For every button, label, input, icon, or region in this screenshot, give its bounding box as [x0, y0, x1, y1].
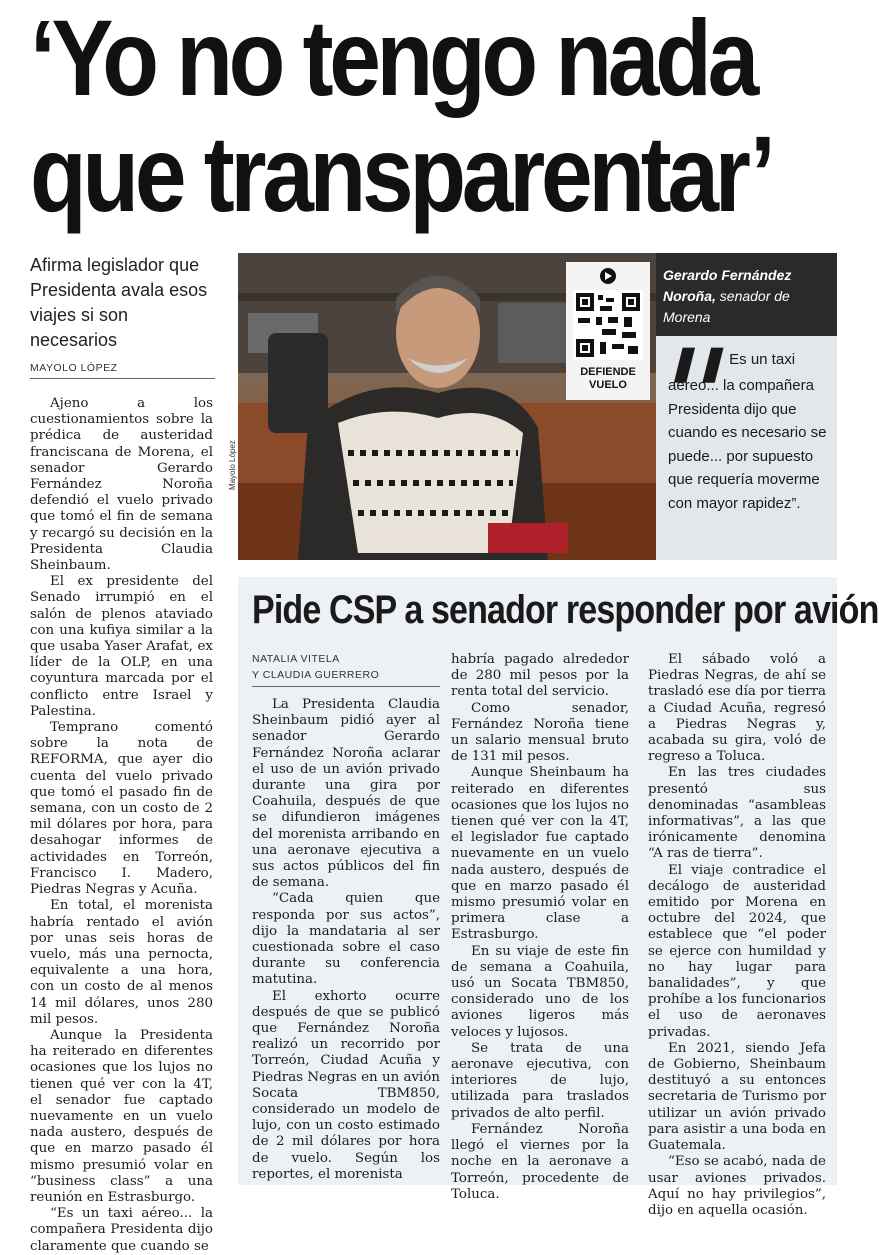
sidebar-paragraph: Como senador, Fernández Noroña tiene un salario mensual bruto de 131 mil pesos. [451, 700, 629, 765]
caption-role: senador de Morena [663, 288, 790, 325]
sidebar-paragraph: En las tres ciudades presentó sus denominadas “asambleas informativas”, a las que irónicamente denomina “A ras de tierra”. [648, 765, 826, 862]
caption-name: Gerardo Fernández Noroña, [663, 267, 792, 304]
headline [30, 0, 772, 234]
left-paragraph: “Es un taxi aéreo... la compañera Presidenta dijo claramente que cuando se [30, 1206, 213, 1254]
sidebar-column-1 [252, 697, 440, 1182]
byline-rule [30, 378, 215, 379]
deck: Afirma legislador que Presidenta avala esos viajes si son necesarios [30, 255, 208, 350]
left-column [30, 396, 213, 1254]
headline-line-1: ‘Yo no tengo nada [30, 0, 755, 118]
sidebar-column-3 [648, 652, 826, 1218]
sidebar-paragraph: En 2021, siendo Jefa de Gobierno, Sheinbaum destituyó a su entonces secretaria de Turismo por utilizar un avión privado para asistir a una boda en Guatemala. [648, 1040, 826, 1154]
byline-main: MAYOLO LÓPEZ [30, 362, 118, 374]
pull-quote [668, 345, 834, 515]
left-paragraph: Ajeno a los cuestionamientos sobre la prédica de austeridad franciscana de Morena, el senador Gerardo Fernández Noroña defendió el vuelo privado que tomó el fin de semana y recargó su decisión en la Presidenta Claudia Sheinbaum. [30, 396, 213, 574]
sidebar-paragraph: habría pagado alrededor de 280 mil pesos por la renta total del servicio. [451, 652, 629, 700]
sidebar-byline-1: NATALIA VITELA [252, 653, 340, 665]
senator-photo [238, 253, 656, 560]
sidebar-paragraph: Aunque Sheinbaum ha reiterado en diferentes ocasiones que los lujos no tienen qué ver con la 4T, el legislador fue captado nuevamente en un vuelo nada austero, después de que en marzo pasado él mismo presumió volar en primera clase a Estrasburgo. [451, 765, 629, 943]
caption-box [656, 253, 837, 336]
sidebar-paragraph: “Cada quien que responda por sus actos”, dijo la mandataria al ser cuestionada sobre el caso durante su conferencia matutina. [252, 891, 440, 988]
sidebar-byline-rule [252, 686, 440, 687]
quote-text: Es un taxi aéreo... la compañera Presidenta dijo que cuando es necesario se puede... por supuesto que requería moverme con mayor rapidez”. [668, 351, 827, 512]
photo-credit: Mayolo López [228, 440, 237, 490]
sidebar-paragraph: Se trata de una aeronave ejecutiva, con interiores de lujo, utilizada para traslados privados de alto perfil. [451, 1040, 629, 1121]
sidebar-paragraph: El viaje contradice el decálogo de austeridad emitido por Morena en octubre del 2024, que establece que “el poder se ejerce con humildad y no hay lugar para banalidades”, y que prohíbe a los funcionarios el uso de aeronaves privadas. [648, 862, 826, 1040]
sidebar-paragraph: Fernández Noroña llegó el viernes por la noche en la aeronave a Torreón, procedente de Toluca. [451, 1121, 629, 1202]
photo-caption [663, 265, 833, 328]
left-paragraph: Aunque la Presidenta ha reiterado en diferentes ocasiones que los lujos no tienen qué ver con la 4T, el senador fue captado nuevamente en un vuelo nada austero, después de que en marzo pasado él mismo presumió volar en “business class” a una reunión en Estrasburgo. [30, 1027, 213, 1205]
sidebar-paragraph: El sábado voló a Piedras Negras, de ahí se trasladó ese día por tierra a Ciudad Acuña, regresó a Piedras Negras y, acabada su gira, voló de regreso a Toluca. [648, 652, 826, 765]
qr-box[interactable] [566, 262, 650, 400]
sidebar-paragraph: El exhorto ocurre después de que se publicó que Fernández Noroña realizó un recorrido por Torreón, Ciudad Acuña y Piedras Negras en un avión Socata TBM850, considerado un modelo de lujo, con un costo estimado de 2 mil dólares por hora de vuelo. Según los reportes, el morenista [252, 988, 440, 1182]
headline-line-2: que transparentar’ [30, 113, 772, 234]
sidebar-byline-2: Y CLAUDIA GUERRERO [252, 669, 380, 681]
sidebar-paragraph: “Eso se acabó, nada de usar aviones privados. Aquí no hay privilegios”, dijo en aquella ocasión. [648, 1154, 826, 1218]
left-paragraph: En total, el morenista habría rentado el avión por unas seis horas de vuelo, más una pernocta, equivalente a una hora, con un costo de al menos 14 mil dólares, unos 280 mil pesos. [30, 898, 213, 1027]
sidebar-paragraph: En su viaje de este fin de semana a Coahuila, usó un Socata TBM850, considerado uno de los aviones ligeros más veloces y lujosos. [451, 943, 629, 1040]
sidebar-paragraph: La Presidenta Claudia Sheinbaum pidió ayer al senador Gerardo Fernández Noroña aclarar el uso de un avión privado durante una gira por Coahuila, después de que se difundieron imágenes del morenista arribando en una aeronave ejecutiva a sus actos públicos del fin de semana. [252, 697, 440, 891]
quote-box [656, 253, 837, 560]
quote-mark-icon: ❚❚ [668, 345, 725, 382]
qr-label: DEFIENDE VUELO [580, 366, 636, 391]
left-paragraph: Temprano comentó sobre la nota de REFORMA, que ayer dio cuenta del vuelo privado que tomó el pasado fin de semana, con un costo de 2 mil dólares por hora, para desahogar informes de actividades en Torreón, Francisco I. Madero, Piedras Negras y Acuña. [30, 720, 213, 898]
left-paragraph: El ex presidente del Senado irrumpió en el salón de plenos ataviado con una kufiya similar a la que usaba Yaser Arafat, ex líder de la OLP, en una coyuntura marcada por el conflicto entre Israel y Palestina. [30, 574, 213, 719]
sidebar-title: Pide CSP a senador responder por avión [252, 588, 879, 632]
sidebar-column-2 [451, 652, 629, 1202]
